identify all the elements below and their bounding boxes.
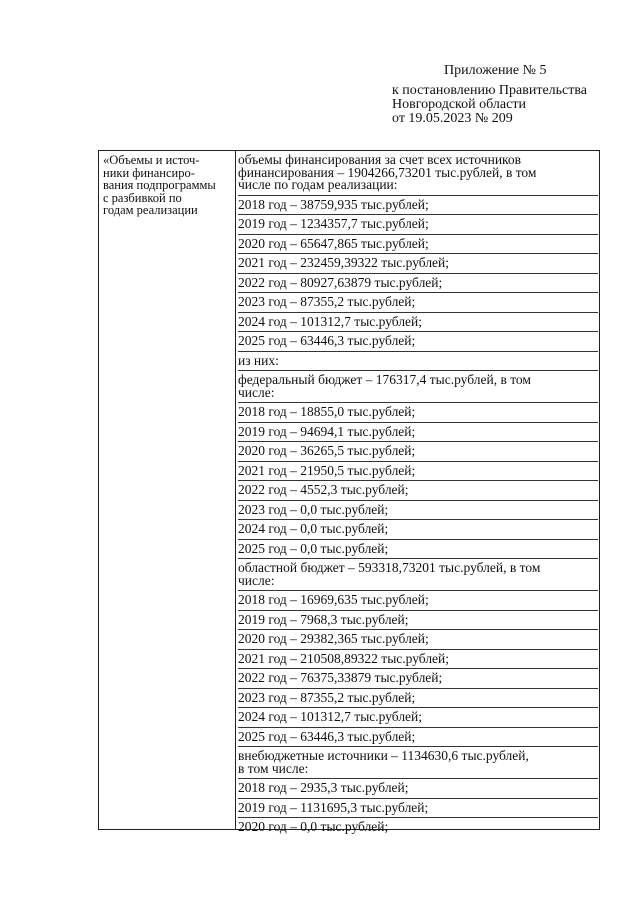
table-row: [238, 821, 598, 837]
table-row-line: числе:: [238, 384, 275, 400]
table-row: [238, 594, 598, 611]
table-row-line: 2022 год – 76375,33879 тыс.рублей;: [238, 670, 443, 685]
left-cell-line: «Объемы и источ-: [103, 153, 200, 167]
table-row-line: 2024 год – 101312,7 тыс.рублей;: [238, 313, 423, 329]
appendix-header: [392, 64, 587, 126]
table-row-line: 2023 год – 0,0 тыс.рублей;: [238, 501, 389, 517]
table-row-line: 2025 год – 63446,3 тыс.рублей;: [238, 728, 416, 744]
right-cell-content: [238, 154, 598, 840]
table-row-line: 2021 год – 210508,89322 тыс.рублей;: [238, 650, 450, 666]
table-row-line: 2019 год – 1131695,3 тыс.рублей;: [238, 799, 429, 815]
table-row-line: 2021 год – 21950,5 тыс.рублей;: [238, 462, 416, 478]
appendix-line-2: Новгородской области: [392, 97, 526, 112]
table-row-line: 2019 год – 7968,3 тыс.рублей;: [238, 611, 409, 627]
table-row: [238, 335, 598, 352]
table-row: [238, 523, 598, 540]
table-row-line: числе:: [238, 572, 275, 588]
table-row: [238, 423, 598, 443]
table-row-line: 2025 год – 63446,3 тыс.рублей;: [238, 333, 416, 348]
table-row: [238, 218, 598, 235]
table-row-line: 2020 год – 0,0 тыс.рублей;: [238, 819, 389, 834]
table-row: [238, 799, 598, 819]
table-row-line: 2025 год – 0,0 тыс.рублей;: [238, 540, 389, 556]
appendix-line-3: от 19.05.2023 № 209: [392, 111, 513, 126]
table-row: [238, 750, 598, 779]
table-row-line: 2018 год – 16969,635 тыс.рублей;: [238, 592, 429, 607]
table-row-line: 2022 год – 80927,63879 тыс.рублей;: [238, 274, 443, 290]
left-cell-line: годам реализации: [103, 203, 198, 217]
table-row: [238, 562, 598, 591]
table-row: [238, 540, 598, 560]
table-row: [238, 274, 598, 294]
table-row-line: внебюджетные источники – 1134630,6 тыс.рублей,: [238, 748, 529, 763]
table-row: [238, 501, 598, 521]
left-cell-line: вания подпрограммы: [103, 178, 216, 192]
table-row: [238, 633, 598, 650]
table-row: [238, 257, 598, 274]
table-row: [238, 650, 598, 670]
table-row-line: 2020 год – 36265,5 тыс.рублей;: [238, 443, 416, 458]
table-row: [238, 711, 598, 728]
table-row: [238, 484, 598, 501]
table-row-line: объемы финансирования за счет всех источников: [238, 152, 522, 167]
table-row: [238, 672, 598, 689]
left-cell-line: с разбивкой по: [103, 190, 182, 205]
table-row: [238, 689, 598, 709]
table-row-line: в том числе:: [238, 760, 309, 776]
table-row-line: из них:: [238, 352, 279, 368]
appendix-line-1: к постановлению Правительства: [392, 83, 588, 98]
table-row-line: областной бюджет – 593318,73201 тыс.рублей, в том: [238, 560, 541, 575]
appendix-title: Приложение № 5: [444, 63, 547, 78]
table-row: [238, 352, 598, 372]
table-row-line: 2023 год – 87355,2 тыс.рублей;: [238, 294, 416, 309]
table-row-line: числе по годам реализации:: [238, 177, 398, 192]
table-row: [238, 782, 598, 799]
table-row-line: 2024 год – 101312,7 тыс.рублей;: [238, 709, 423, 724]
table-row: [238, 406, 598, 423]
table-row: [238, 728, 598, 748]
table-row-line: 2020 год – 65647,865 тыс.рублей;: [238, 235, 429, 251]
table-row: [238, 196, 598, 216]
left-cell-line: ники финансиро-: [103, 165, 195, 180]
table-row: [238, 296, 598, 313]
table-row-line: федеральный бюджет – 176317,4 тыс.рублей, в том: [238, 372, 531, 387]
table-row-line: 2019 год – 94694,1 тыс.рублей;: [238, 423, 416, 439]
table-row: [238, 313, 598, 333]
column-divider: [235, 151, 236, 829]
table-row-line: 2023 год – 87355,2 тыс.рублей;: [238, 689, 416, 705]
table-row: [238, 462, 598, 482]
table-row-line: 2019 год – 1234357,7 тыс.рублей;: [238, 216, 429, 231]
table-row: [238, 445, 598, 462]
table-row-line: 2018 год – 18855,0 тыс.рублей;: [238, 404, 416, 419]
table-row-line: 2024 год – 0,0 тыс.рублей;: [238, 521, 389, 536]
financing-table: [98, 150, 600, 834]
table-row: [238, 611, 598, 631]
left-cell-label: [103, 154, 231, 217]
table-row-line: 2018 год – 2935,3 тыс.рублей;: [238, 780, 409, 795]
table-row-line: 2018 год – 38759,935 тыс.рублей;: [238, 196, 429, 212]
table-row: [238, 374, 598, 403]
table-row-line: 2020 год – 29382,365 тыс.рублей;: [238, 631, 429, 646]
table-row-line: финансирования – 1904266,73201 тыс.рублей, в том: [238, 164, 537, 180]
table-row: [238, 154, 598, 196]
table-row-line: 2022 год – 4552,3 тыс.рублей;: [238, 482, 409, 497]
table-row-line: 2021 год – 232459,39322 тыс.рублей;: [238, 255, 450, 270]
table-row: [238, 235, 598, 255]
